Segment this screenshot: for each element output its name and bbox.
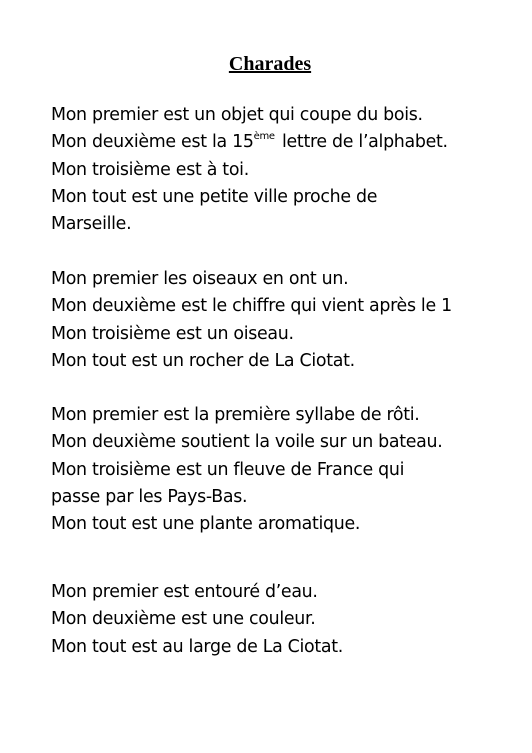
charade-2 [51, 266, 529, 375]
charade-3 [51, 402, 529, 538]
charade-line: Mon tout est une plante aromatique. [51, 514, 361, 535]
charade-line: Mon premier est un objet qui coupe du bois. [51, 105, 423, 125]
charade-line: Mon troisième est un oiseau. [51, 323, 294, 344]
charade-line: Mon tout est au large de La Ciotat. [51, 636, 344, 657]
line-text: lettre de l’alphabet. [276, 132, 448, 153]
charade-line [51, 129, 529, 156]
page-title: Charades [228, 53, 312, 75]
charade-4 [51, 579, 529, 661]
charade-line: Mon premier les oiseaux en ont un. [51, 269, 349, 289]
charade-line: Mon deuxième est le chiffre qui vient après le 1 [51, 296, 452, 317]
charade-line: Mon troisième est un fleuve de France qui [51, 459, 405, 480]
charade-line: Mon tout est un rocher de La Ciotat. [51, 350, 355, 371]
charade-line: Mon deuxième soutient la voile sur un bateau. [51, 432, 443, 453]
charade-line: Mon premier est la première syllabe de rôti. [51, 405, 420, 425]
charade-line: Mon tout est une petite ville proche de [51, 186, 378, 207]
charade-line: Marseille. [51, 214, 132, 235]
charade-1 [51, 102, 529, 238]
charade-line: Mon troisième est à toi. [51, 159, 249, 180]
charade-line: passe par les Pays-Bas. [51, 486, 248, 507]
charade-line: Mon premier est entouré d’eau. [51, 582, 318, 602]
ordinal-superscript: ème [253, 131, 275, 143]
charade-line: Mon deuxième est une couleur. [51, 609, 316, 630]
line-text: Mon deuxième est la 15 [51, 132, 254, 153]
